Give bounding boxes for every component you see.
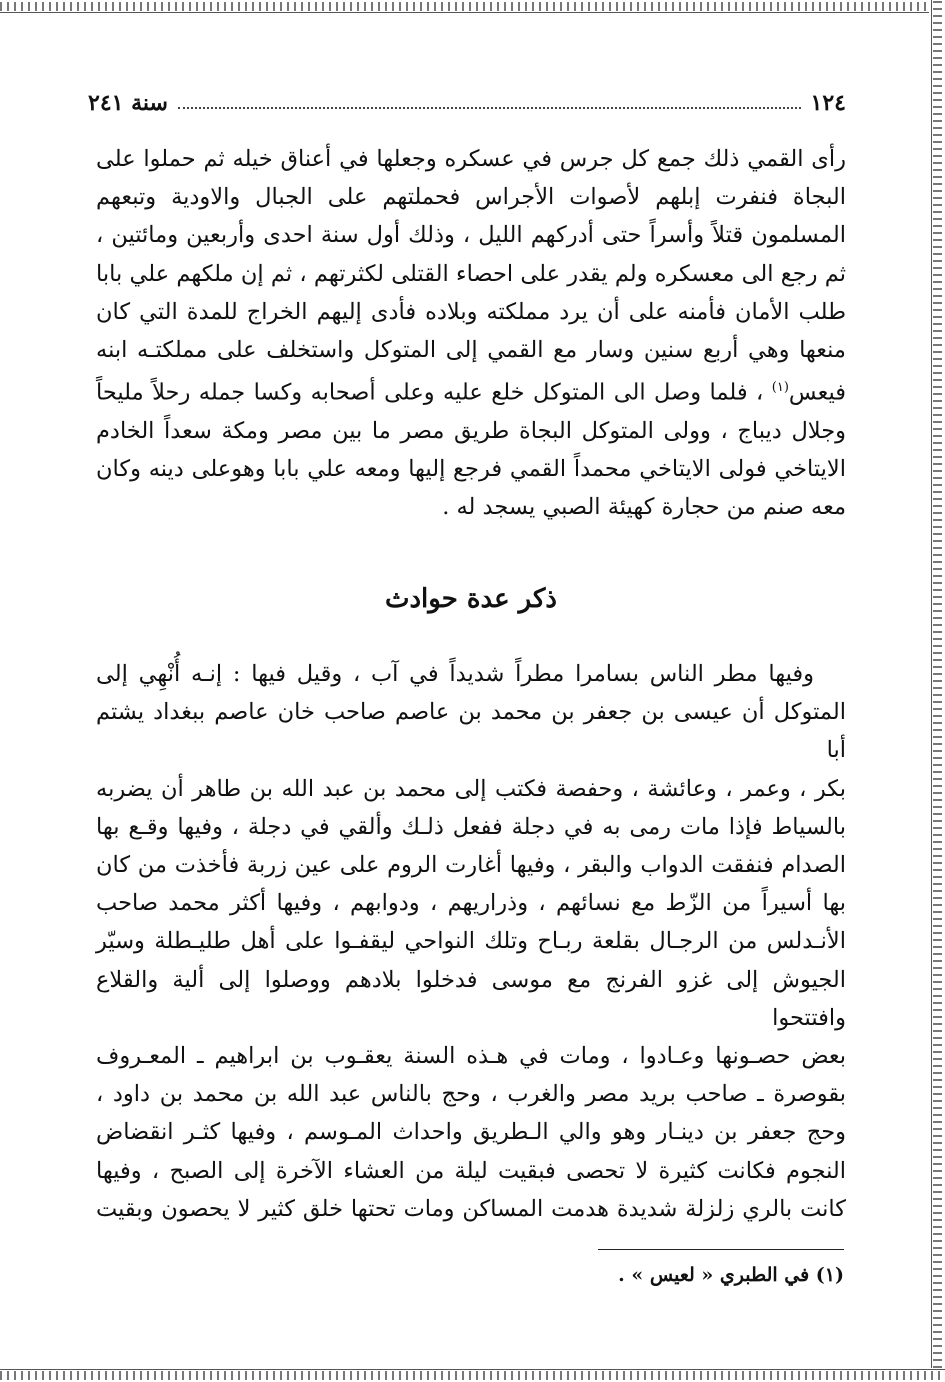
section-title: ذكر عدة حوادث — [385, 584, 557, 614]
header-dotted-leader — [178, 107, 801, 109]
text-line: البجاة فنفرت إبلهم لأصوات الأجراس فحملتهم على الجبال والاودية وتبعهم — [96, 184, 846, 211]
text-line: الايتاخي فولى الايتاخي محمداً القمي فرجع إليها ومعه علي بابا وهوعلى دينه وكان — [96, 456, 846, 483]
text-line: النجوم فكانت كثيرة لا تحصى فبقيت ليلة من العشاء الآخرة إلى الصبح ، وفيها — [96, 1157, 846, 1184]
footnote-separator — [598, 1249, 844, 1250]
text-line: وحج جعفر بن دينـار وهو والي الـطريق واحداث المـوسم ، وفيها كثـر انقضاض — [96, 1119, 846, 1146]
text-line: طلب الأمان فأمنه على أن يرد مملكته وبلاده فأدى إليهم الخراج للمدة التي كان — [96, 298, 846, 325]
text-line: رأى القمي ذلك جمع كل جرس في عسكره وجعلها في أعناق خيله ثم حملوا على — [96, 146, 846, 172]
text-line: وجلال ديباج ، وولى المتوكل البجاة طريق مصر ما بين مصر ومكة سعداً الخادم — [96, 417, 846, 444]
page-header — [88, 86, 846, 120]
text-line: كانت بالري زلزلة شديدة هدمت المساكن ومات تحتها خلق كثير لا يحصون وبقيت — [96, 1195, 846, 1222]
text-line: معه صنم من حجارة كهيئة الصبي يسجد له . — [442, 494, 846, 521]
text-line: المسلمون قتلاً وأسراً حتى أدركهم الليل ، وذلك أول سنة احدى وأربعين ومائتين ، — [96, 222, 846, 249]
page-number: ١٢٤ — [810, 90, 846, 116]
text-line: الأنـدلس من الرجـال بقلعة ربـاح وتلك النواحي ليقفـوا على أهل طليـطلة وسيّر — [96, 928, 846, 955]
text-line: بعض حصـونها وعـادوا ، ومات في هـذه السنة يعقـوب بن ابراهيم ـ المعـروف — [96, 1043, 846, 1070]
text-line: المتوكل أن عيسى بن جعفر بن محمد بن عاصم صاحب خان عاصم ببغداد يشتم أبا — [96, 699, 846, 764]
text-line: منعها وهي أربع سنين وسار مع القمي إلى المتوكل واستخلف على مملكتـه ابنه — [96, 337, 846, 364]
footnote-marker: (١) — [771, 380, 789, 396]
page-border-top — [0, 0, 945, 14]
paragraph-1 — [96, 140, 846, 527]
text-line: بقوصرة ـ صاحب بريد مصر والغرب ، وحج بالناس عبد الله بن محمد بن داود ، — [96, 1081, 846, 1108]
page-border-right — [929, 0, 945, 1382]
year-label: سنة ٢٤١ — [88, 90, 168, 116]
text-line: بها أسيراً من الزّط مع نسائهم ، وذراريهم ، ودوابهم ، وفيها أكثر محمد صاحب — [96, 890, 846, 917]
text-fragment: ، فلما وصل الى المتوكل خلع عليه وعلى أصحابه وكسا جمله رحلاً مليحاً — [96, 379, 764, 406]
text-line — [96, 369, 846, 412]
text-fragment: فيعس — [788, 379, 846, 406]
footnote: (١) في الطبري « لعيس » . — [618, 1264, 844, 1286]
text-line: الصدام فنفقت الدواب والبقر ، وفيها أغارت الروم على عين زربة فأخذت من كان — [96, 852, 846, 879]
text-line: ثم رجع الى معسكره ولم يقدر على احصاء القتلى لكثرتهم ، ثم إن ملكهم علي بابا — [96, 260, 846, 287]
page-border-bottom — [0, 1368, 945, 1382]
text-line: بالسياط فإذا مات رمى به في دجلة ففعل ذلـك وألقي في دجلة ، وفيها وقـع بها — [96, 813, 846, 840]
paragraph-2 — [96, 655, 846, 1228]
text-line: بكر ، وعمر ، وعائشة ، وحفصة فكتب إلى محمد بن عبد الله بن طاهر أن يضربه — [96, 775, 846, 802]
text-line: الجيوش إلى غزو الفرنج مع موسى فدخلوا بلادهم ووصلوا إلى ألية والقلاع وافتتحوا — [96, 966, 846, 1031]
text-line: وفيها مطر الناس بسامرا مطراً شديداً في آب ، وقيل فيها : إنـه أُنْهِي إلى — [96, 661, 814, 687]
